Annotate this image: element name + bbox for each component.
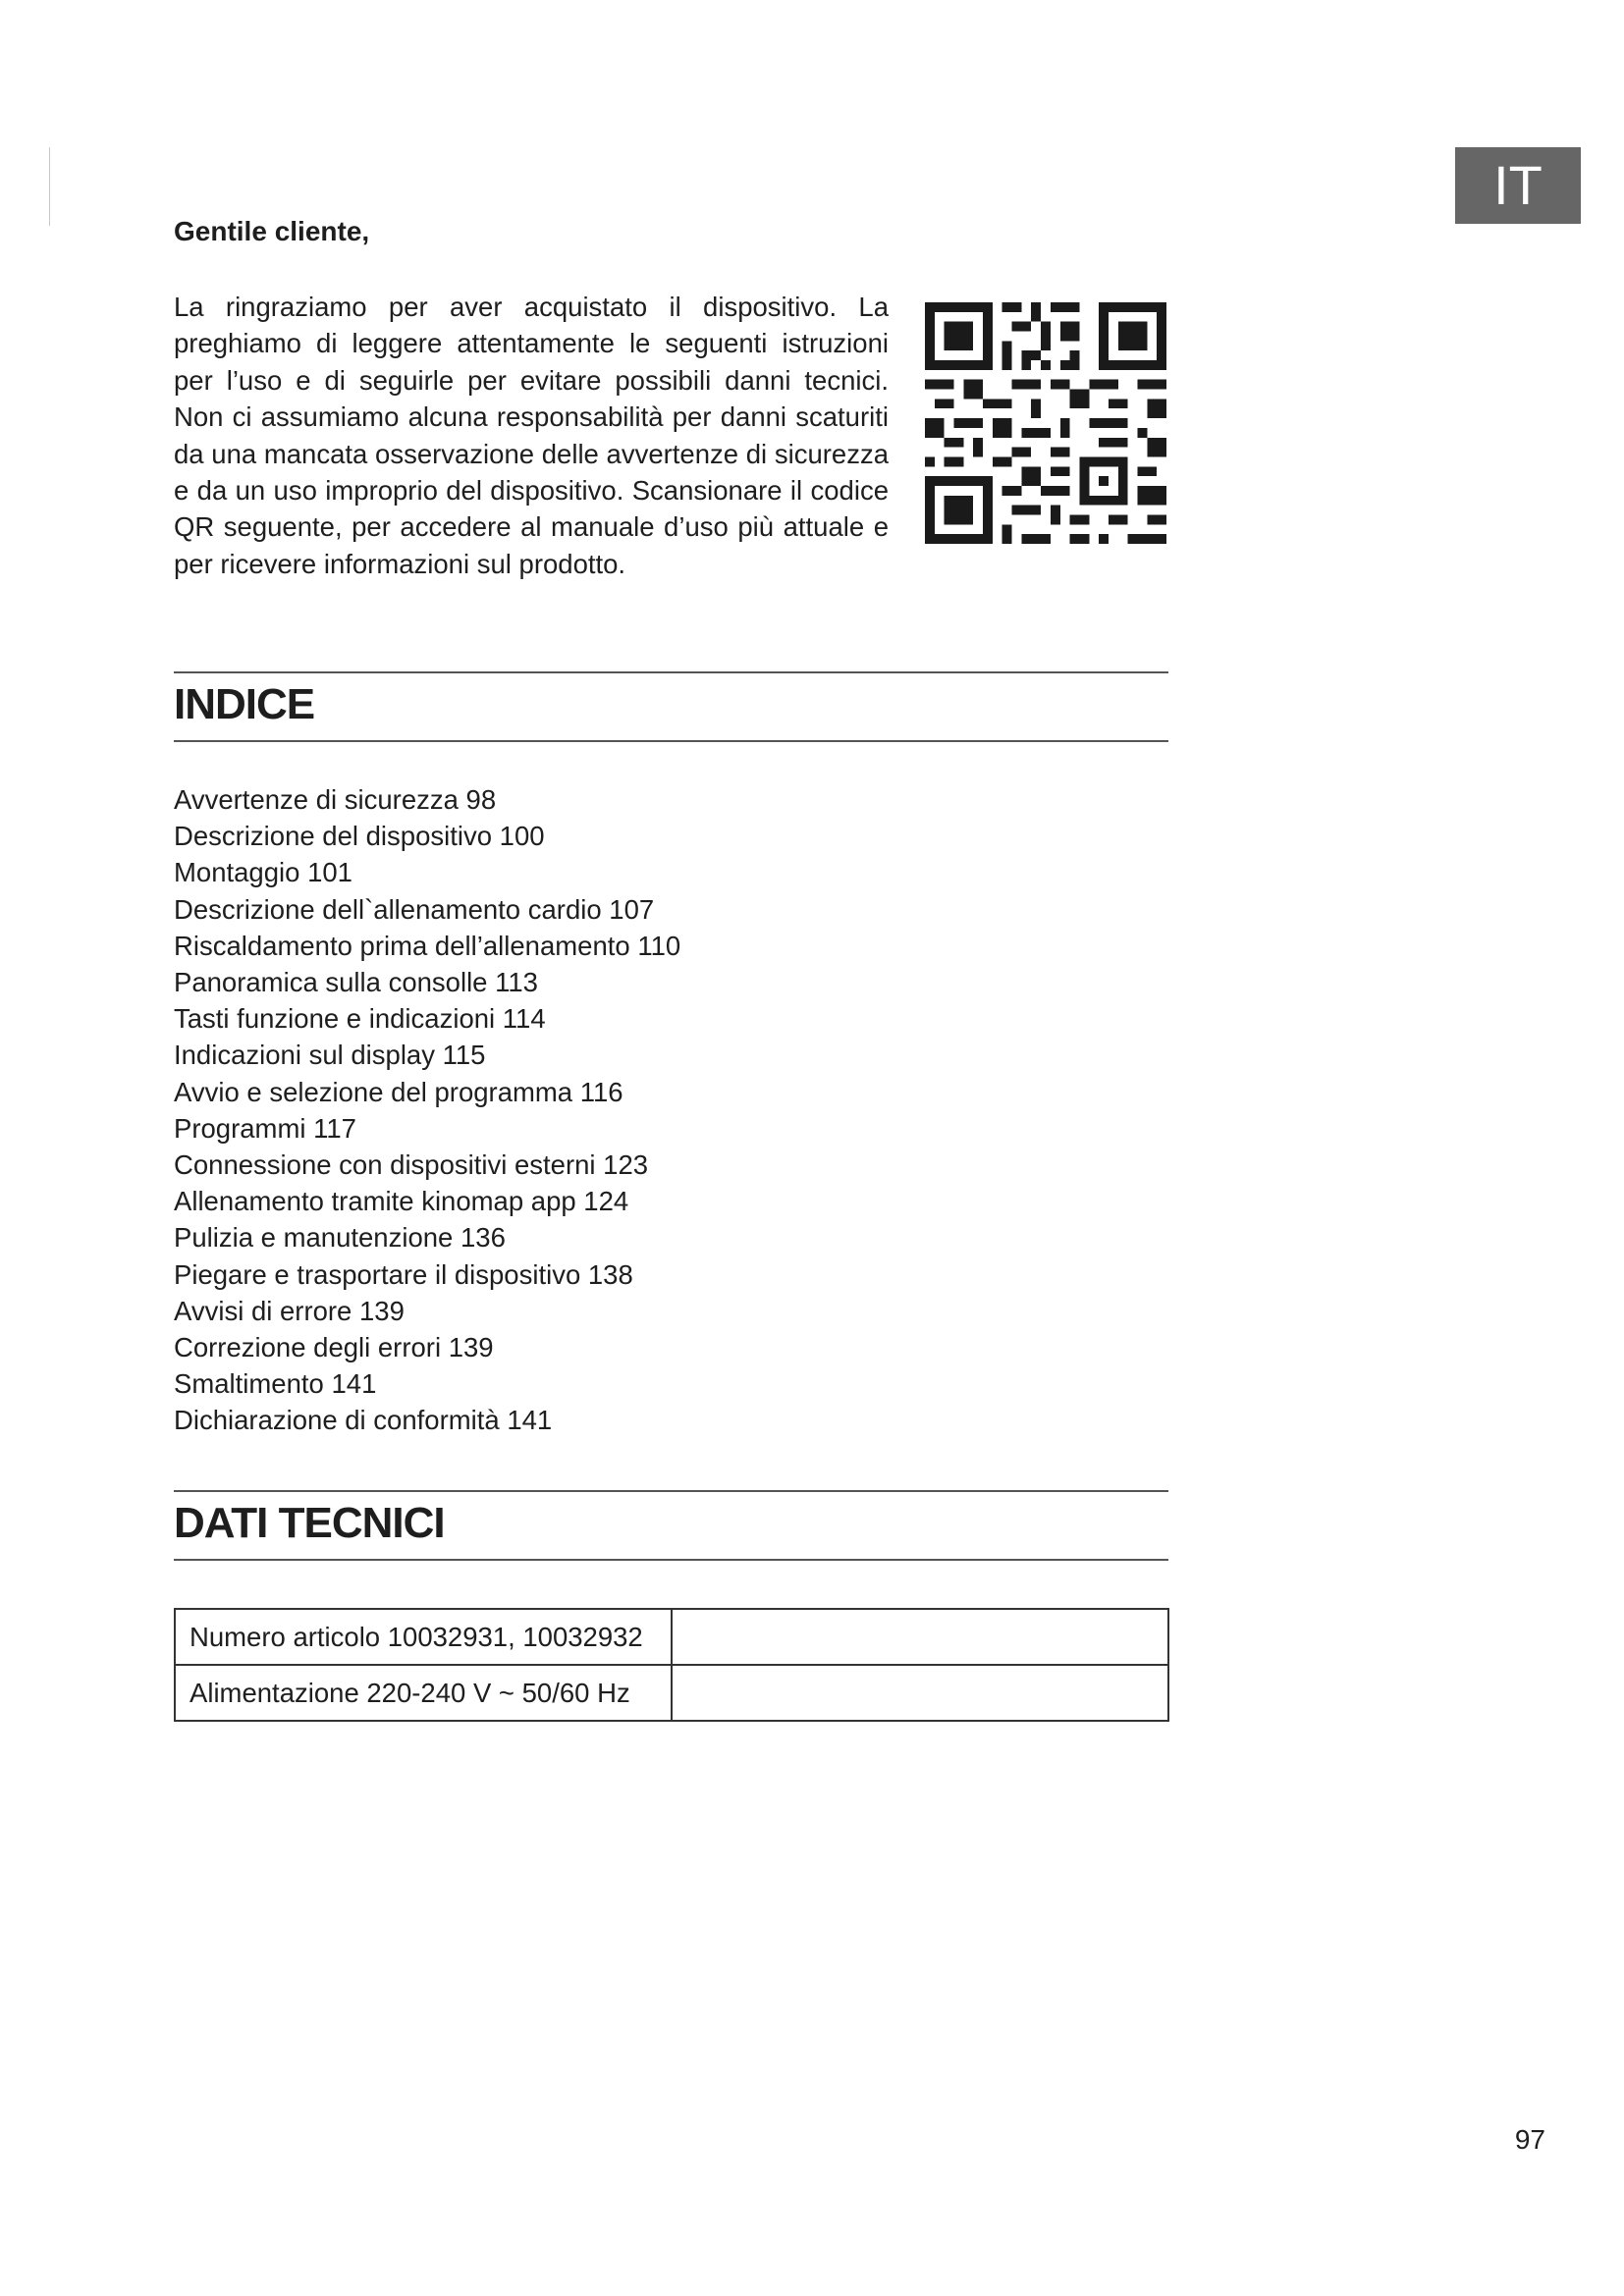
toc-item: Avvio e selezione del programma 116 — [174, 1076, 623, 1107]
qr-code-icon — [925, 302, 1166, 544]
page-number: 97 — [1514, 2124, 1545, 2155]
greeting: Gentile cliente, — [174, 216, 370, 246]
section-rule-bottom — [174, 740, 1168, 742]
toc-item: Avvisi di errore 139 — [174, 1295, 405, 1326]
toc-item: Avvertenze di sicurezza 98 — [174, 784, 497, 815]
specs-table — [174, 1608, 1169, 1722]
table-of-contents — [174, 781, 680, 1439]
section-rule-bottom — [174, 1559, 1168, 1561]
spec-value — [672, 1665, 1168, 1721]
toc-item: Panoramica sulla consolle 113 — [174, 967, 538, 998]
toc-item: Riscaldamento prima dell’allenamento 110 — [174, 930, 681, 961]
table-row — [175, 1665, 1168, 1721]
toc-item: Tasti funzione e indicazioni 114 — [174, 1003, 546, 1035]
toc-item: Connessione con dispositivi esterni 123 — [174, 1149, 649, 1181]
section-rule-top — [174, 671, 1168, 673]
margin-line — [49, 147, 50, 226]
spec-label: Numero articolo 10032931, 10032932 — [175, 1609, 672, 1665]
toc-item: Correzione degli errori 139 — [174, 1332, 494, 1363]
toc-item: Montaggio 101 — [174, 857, 352, 888]
toc-item: Pulizia e manutenzione 136 — [174, 1222, 506, 1254]
toc-item: Smaltimento 141 — [174, 1368, 377, 1400]
toc-item: Piegare e trasportare il dispositivo 138 — [174, 1258, 633, 1290]
intro-paragraph: La ringraziamo per aver acquistato il dispositivo. La preghiamo di leggere attentamente le seguenti istruzioni per l’uso e di seguirle per evitare possibili danni tecnici. Non ci assumiamo alcuna responsabilità per danni scaturiti da una mancata osservazione delle avvertenze di sicurezza e da un uso improprio del dispositivo. Scansionare il codice QR seguente, per accedere al manuale d’uso più attuale e per ricevere informazioni sul prodotto. — [174, 292, 889, 579]
toc-item: Allenamento tramite kinomap app 124 — [174, 1186, 629, 1217]
language-tab: IT — [1455, 147, 1581, 224]
toc-item: Descrizione dell`allenamento cardio 107 — [174, 893, 655, 925]
index-heading: INDICE — [174, 680, 315, 728]
table-row — [175, 1609, 1168, 1665]
spec-value — [672, 1609, 1168, 1665]
toc-item: Dichiarazione di conformità 141 — [174, 1405, 553, 1436]
toc-item: Descrizione del dispositivo 100 — [174, 821, 545, 852]
specs-heading: DATI TECNICI — [174, 1499, 445, 1547]
toc-item: Programmi 117 — [174, 1112, 356, 1144]
section-rule-top — [174, 1490, 1168, 1492]
toc-item: Indicazioni sul display 115 — [174, 1040, 486, 1071]
spec-label: Alimentazione 220-240 V ~ 50/60 Hz — [175, 1665, 672, 1721]
